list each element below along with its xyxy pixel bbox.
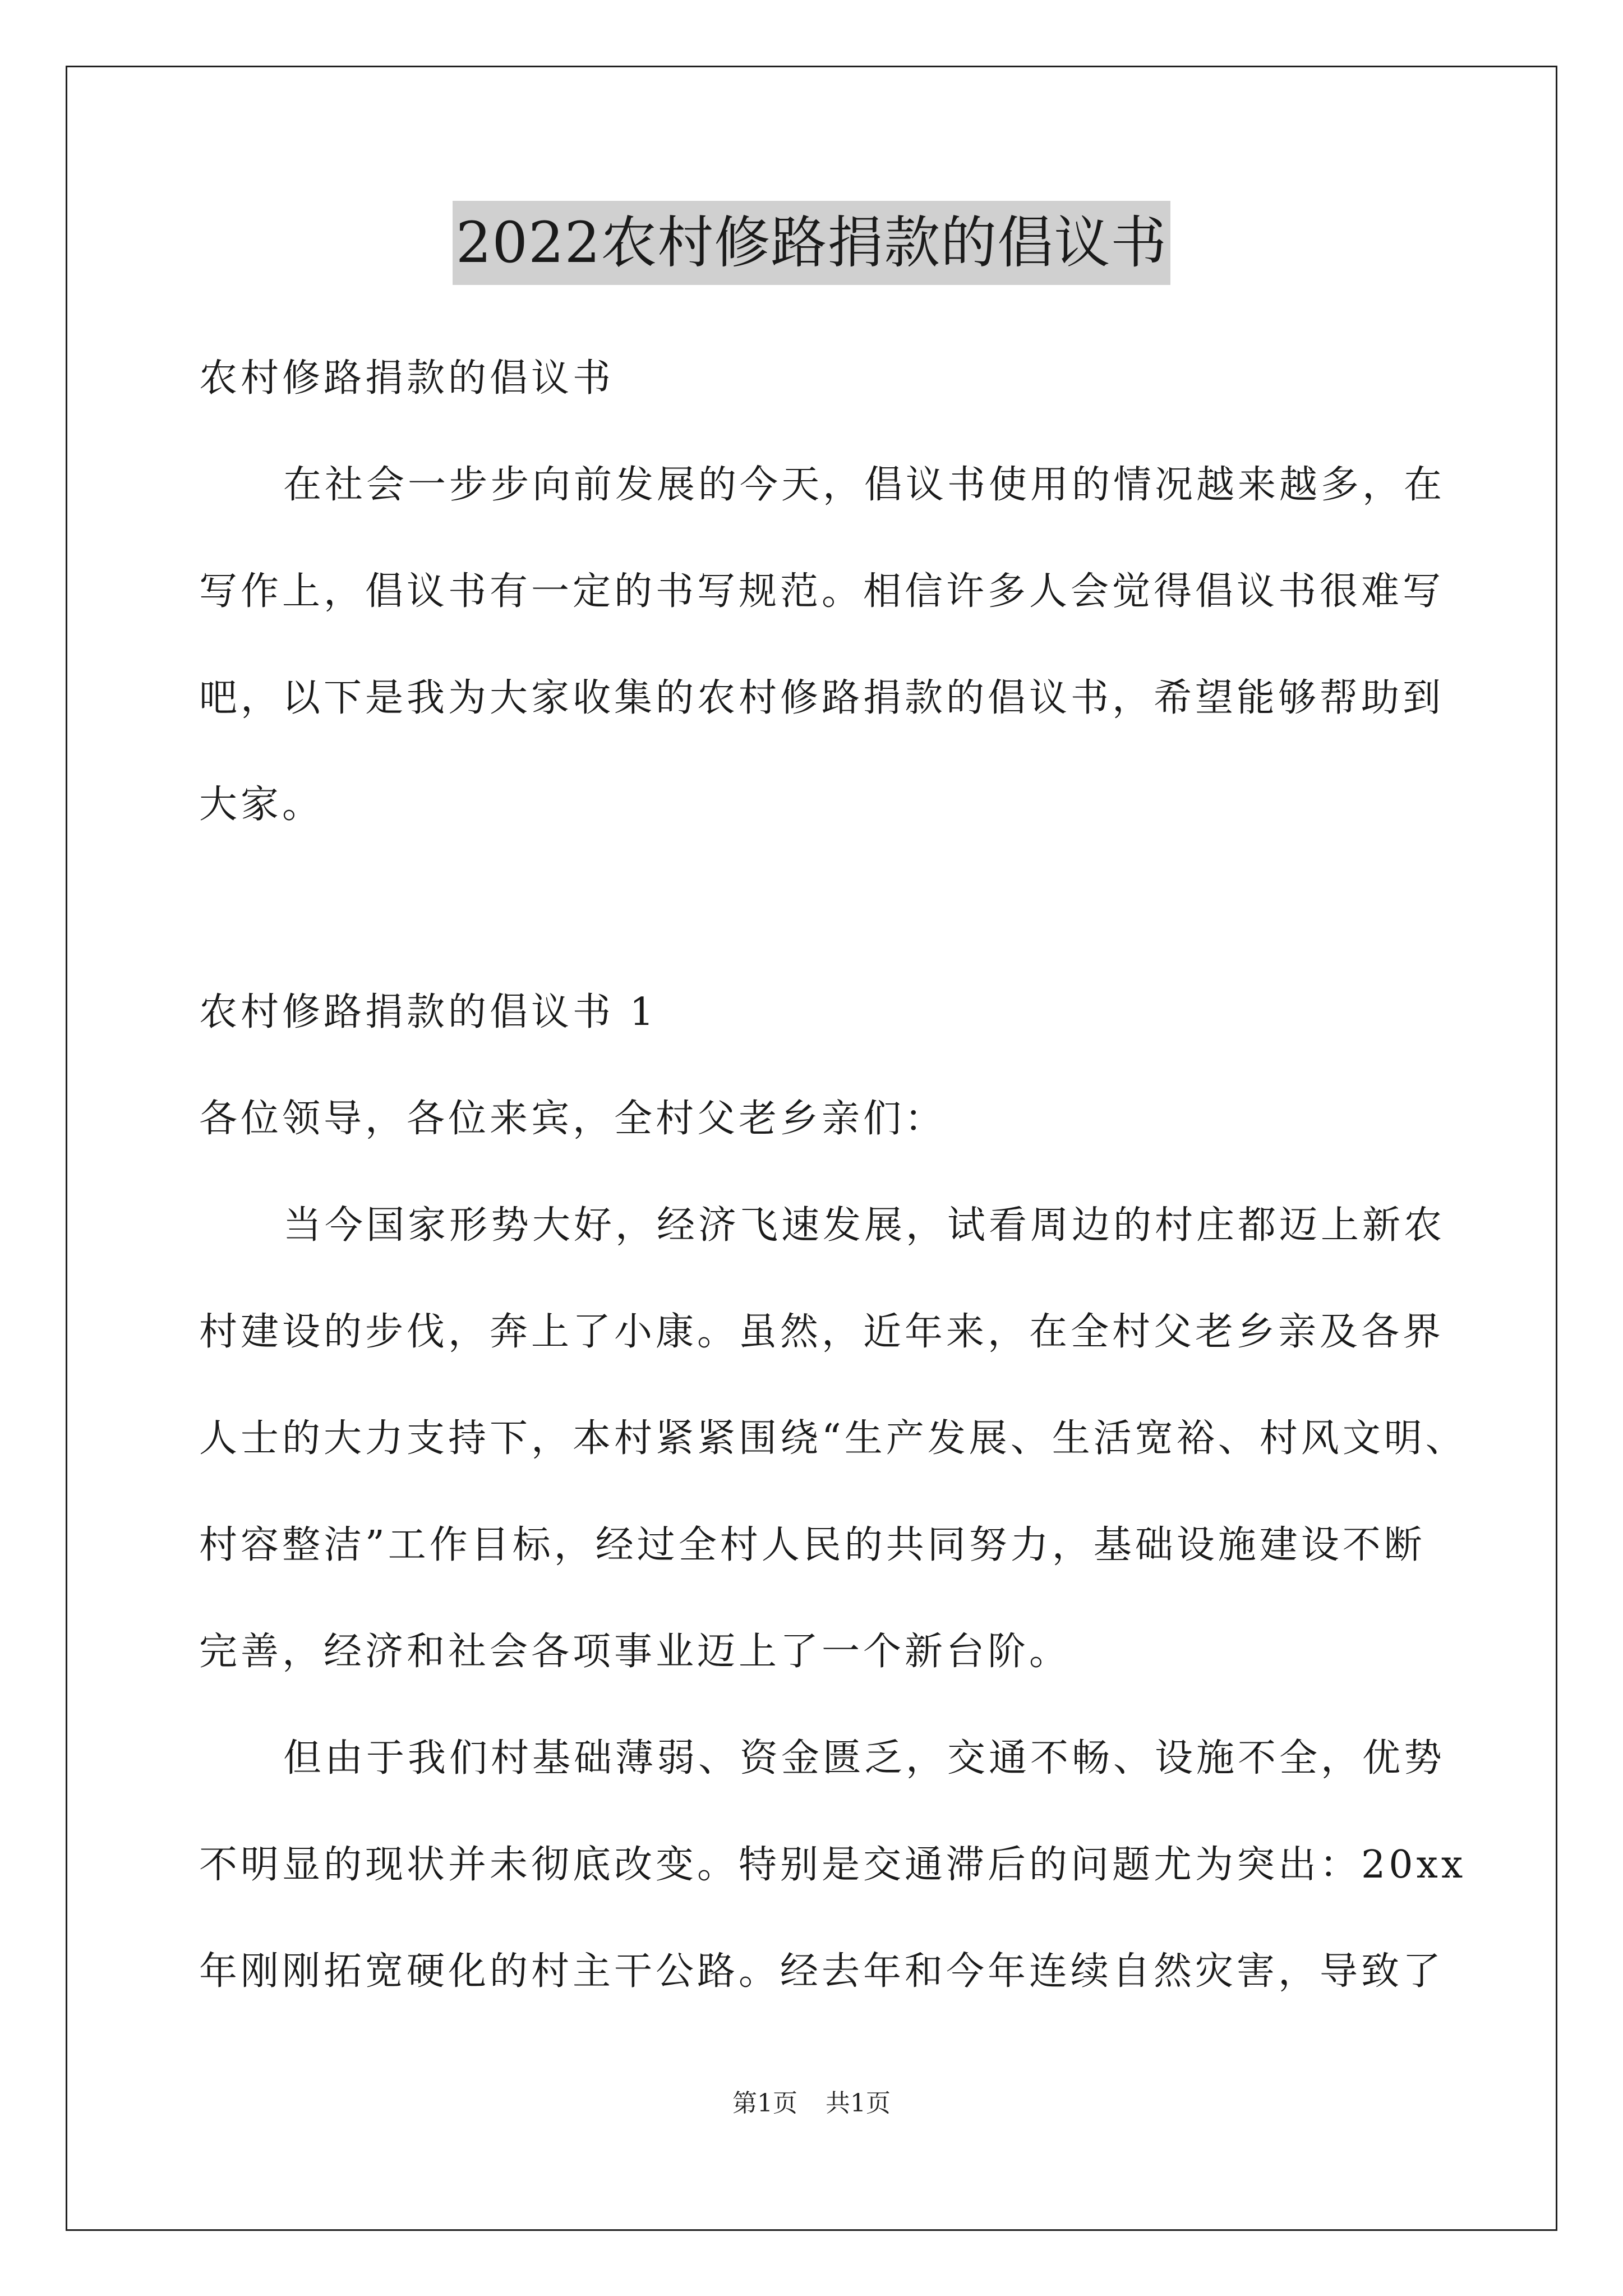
intro-line: 吧，以下是我为大家收集的农村修路捐款的倡议书，希望能够帮助到 xyxy=(199,676,1445,720)
page-number: 第1页 xyxy=(732,2089,797,2118)
paragraph-line: 当今国家形势大好，经济飞速发展，试看周边的村庄都迈上新农 xyxy=(283,1203,1446,1248)
paragraph-line: 人士的大力支持下，本村紧紧围绕“生产发展、生活宽裕、村风文明、 xyxy=(199,1416,1467,1461)
intro-line: 大家。 xyxy=(199,783,324,827)
subtitle: 农村修路捐款的倡议书 xyxy=(199,356,615,401)
page-total: 共1页 xyxy=(826,2089,891,2118)
title-container xyxy=(0,201,1623,285)
paragraph-line: 但由于我们村基础薄弱、资金匮乏，交通不畅、设施不全，优势 xyxy=(283,1736,1446,1780)
paragraph-line: 完善，经济和社会各项事业迈上了一个新台阶。 xyxy=(199,1630,1071,1674)
paragraph-line: 村建设的步伐，奔上了小康。虽然，近年来，在全村父老乡亲及各界 xyxy=(199,1310,1445,1354)
section-heading: 农村修路捐款的倡议书 1 xyxy=(199,990,657,1034)
page-footer xyxy=(0,2087,1623,2120)
salutation: 各位领导，各位来宾，全村父老乡亲们： xyxy=(199,1097,947,1141)
paragraph-line: 村容整洁”工作目标，经过全村人民的共同努力，基础设施建设不断 xyxy=(199,1523,1426,1567)
intro-line: 在社会一步步向前发展的今天，倡议书使用的情况越来越多，在 xyxy=(283,463,1446,507)
document-title: 2022农村修路捐款的倡议书 xyxy=(453,201,1171,285)
paragraph-line: 年刚刚拓宽硬化的村主干公路。经去年和今年连续自然灾害，导致了 xyxy=(199,1949,1445,1994)
paragraph-line: 不明显的现状并未彻底改变。特别是交通滞后的问题尤为突出：20xx xyxy=(199,1843,1467,1887)
intro-line: 写作上，倡议书有一定的书写规范。相信许多人会觉得倡议书很难写 xyxy=(199,569,1445,614)
